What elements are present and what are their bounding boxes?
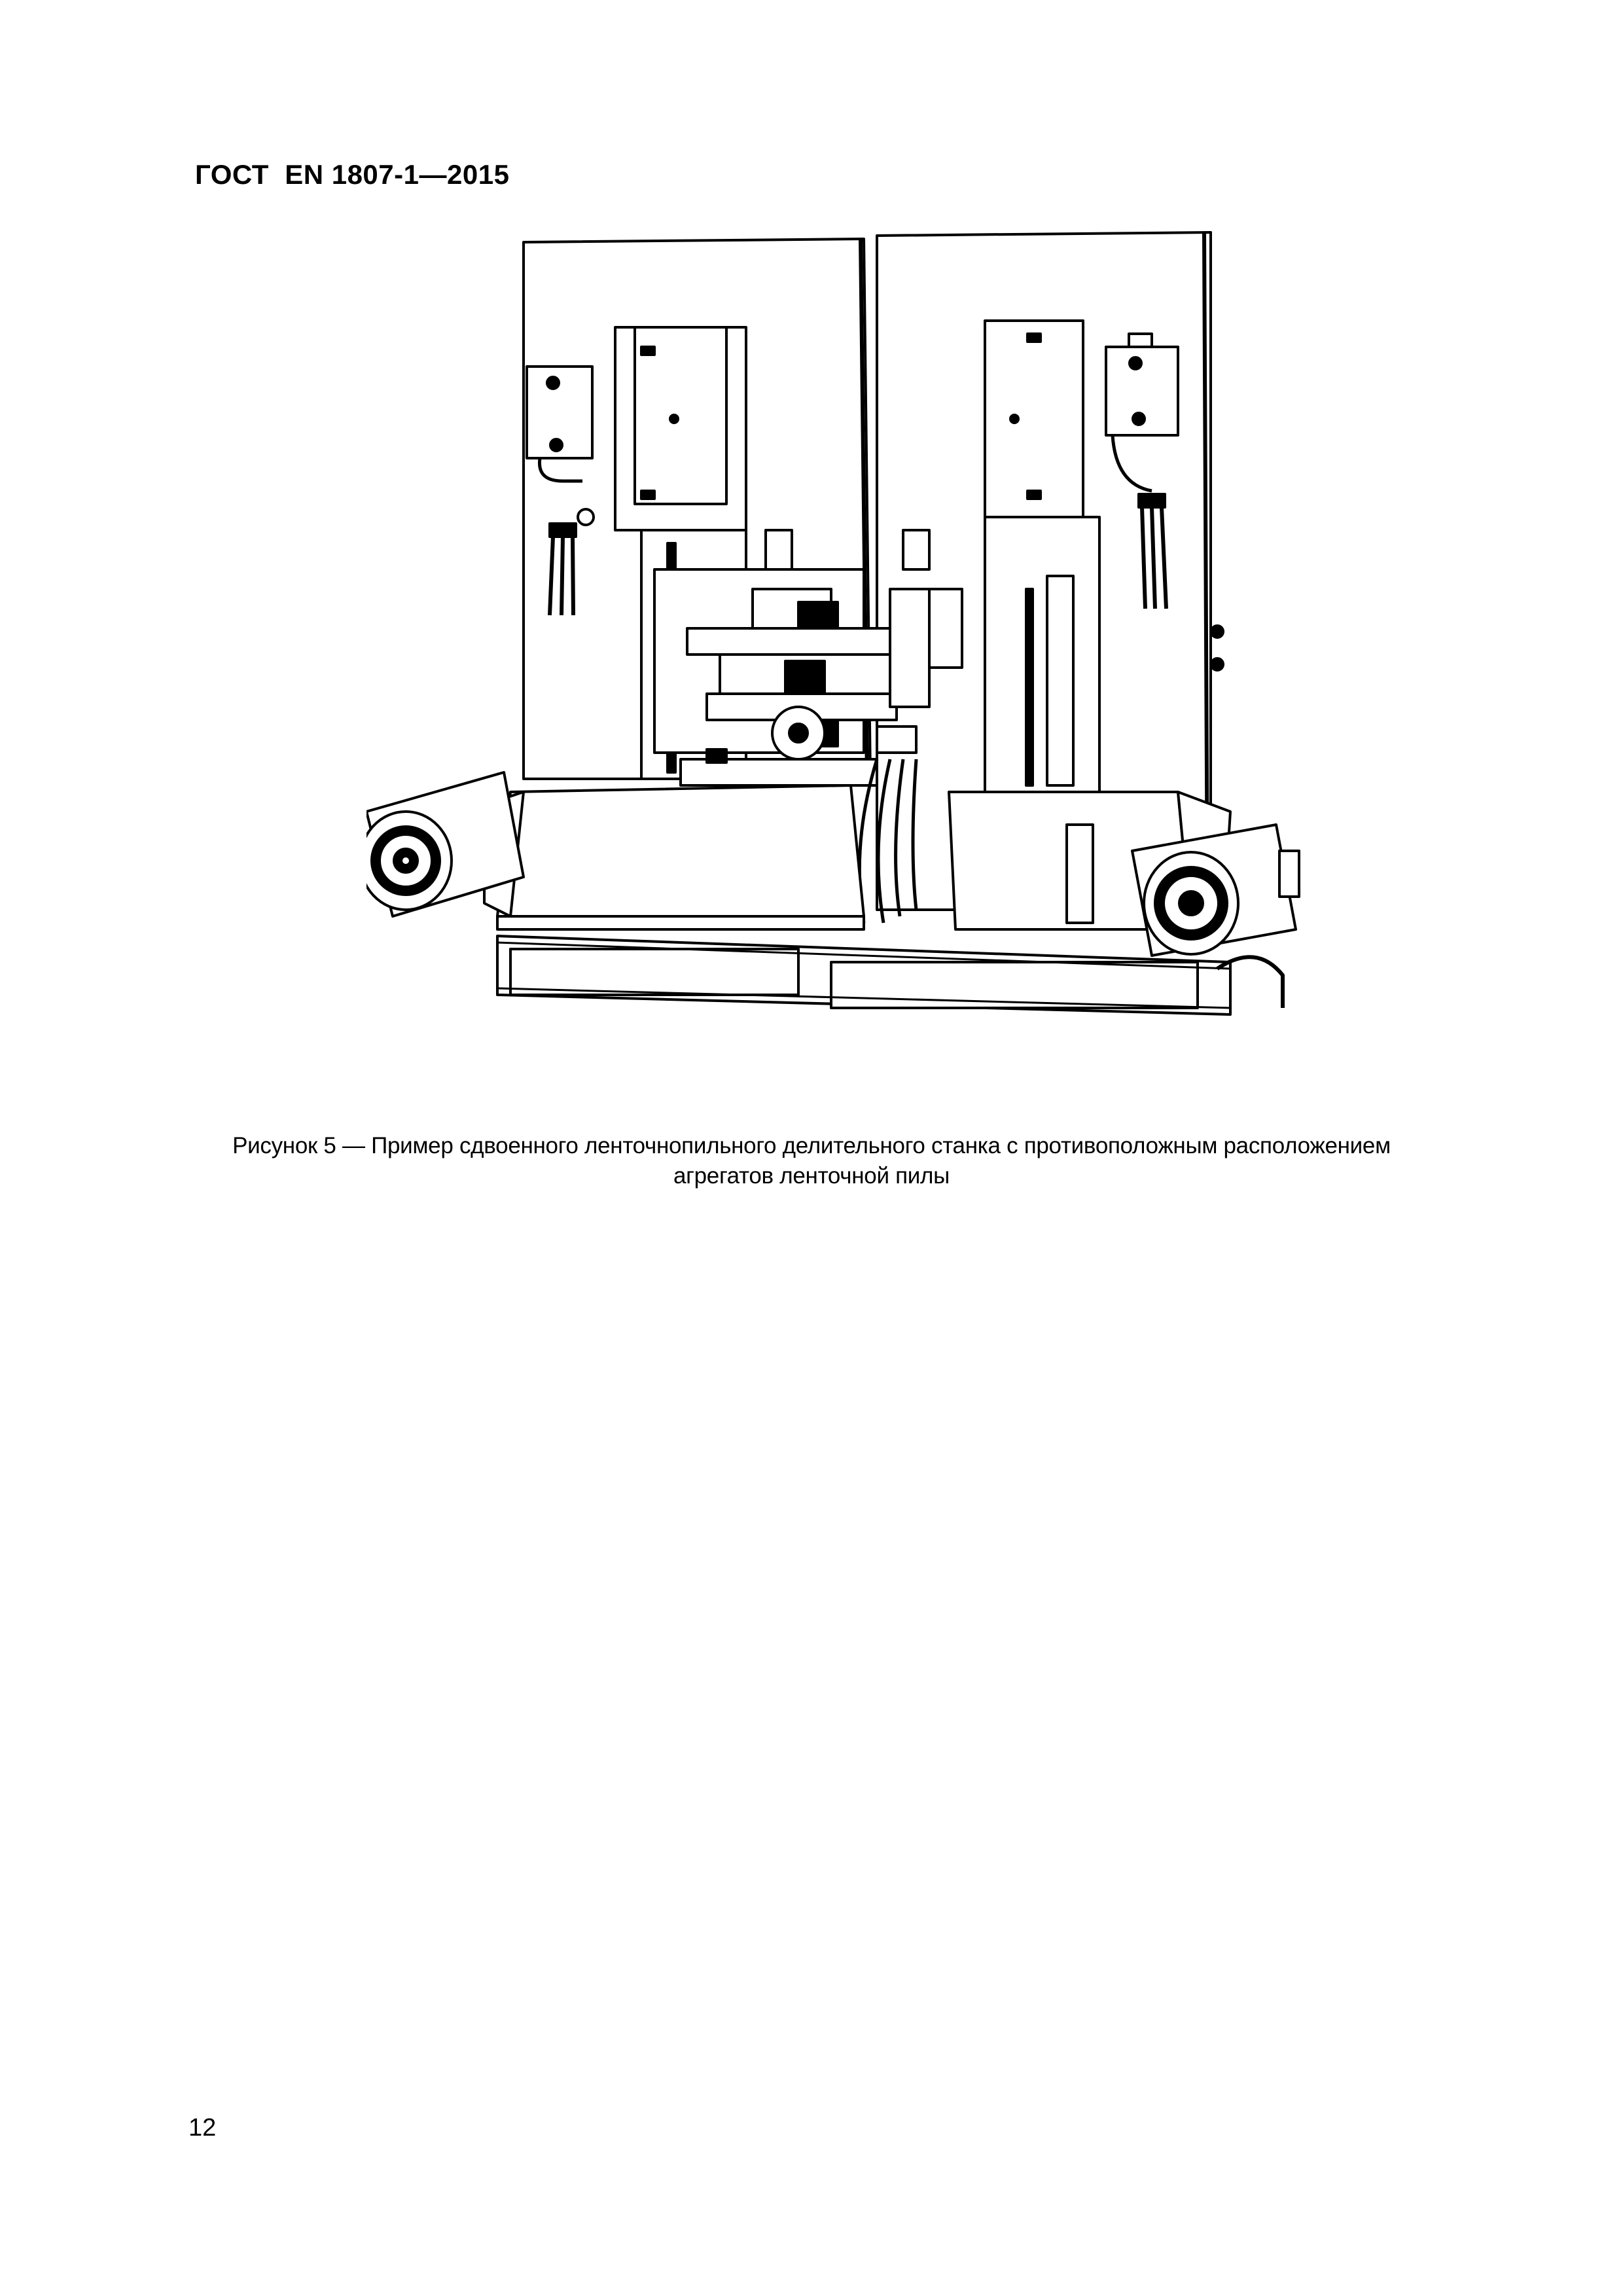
machine-drawing (366, 223, 1322, 1106)
central-feed-unit (654, 530, 962, 785)
left-cover (484, 785, 864, 929)
base-frame (497, 936, 1230, 1014)
caption-line-1: Рисунок 5 — Пример сдвоенного ленточнопильного делительного станка с противоположным расположением (232, 1133, 1391, 1158)
figure-caption (196, 1131, 1427, 1191)
caption-line-2: агрегатов ленточной пилы (673, 1163, 950, 1189)
machine-illustration (366, 223, 1322, 1106)
right-column (985, 321, 1099, 798)
document-header: ГОСТ EN 1807-1—2015 (195, 159, 510, 190)
page-number: 12 (188, 2114, 217, 2142)
